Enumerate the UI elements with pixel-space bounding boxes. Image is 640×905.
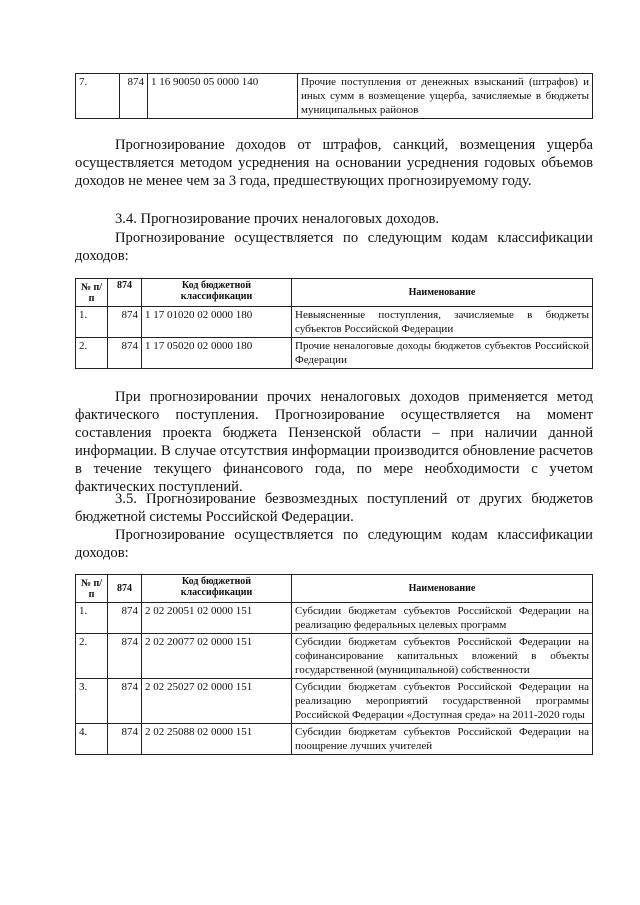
- header-code: Код бюджетной классификации: [142, 279, 292, 307]
- header-name: Наименование: [292, 575, 593, 603]
- budget-code: 2 02 25088 02 0000 151: [142, 724, 292, 755]
- header-admin: 874: [108, 575, 142, 603]
- row-name: Субсидии бюджетам субъектов Российской Федерации на реализацию мероприятий государственной программы Российской Федерации «Доступная среда» на 2011-2020 годы: [292, 679, 593, 724]
- header-code: Код бюджетной классификации: [142, 575, 292, 603]
- table-row: [76, 634, 593, 679]
- row-name: Субсидии бюджетам субъектов Российской Федерации на софинансирование капитальных вложений в объекты государственной (муниципальной) собственности: [292, 634, 593, 679]
- budget-code: 2 02 25027 02 0000 151: [142, 679, 292, 724]
- admin-code: 874: [108, 634, 142, 679]
- row-number: 7.: [76, 74, 120, 119]
- admin-code: 874: [120, 74, 148, 119]
- admin-code: 874: [108, 679, 142, 724]
- table-header-row: [76, 575, 593, 603]
- row-name: Субсидии бюджетам субъектов Российской Федерации на поощрение лучших учителей: [292, 724, 593, 755]
- table-row: [76, 338, 593, 369]
- row-name: Невыясненные поступления, зачисляемые в бюджеты субъектов Российской Федерации: [292, 307, 593, 338]
- admin-code: 874: [108, 603, 142, 634]
- row-name: Субсидии бюджетам субъектов Российской Федерации на реализацию федеральных целевых программ: [292, 603, 593, 634]
- row-name: Прочие неналоговые доходы бюджетов субъектов Российской Федерации: [292, 338, 593, 369]
- table-header-row: [76, 279, 593, 307]
- table-continuation: [75, 73, 593, 119]
- table-row: [76, 679, 593, 724]
- budget-code: 2 02 20077 02 0000 151: [142, 634, 292, 679]
- header-admin: 874: [108, 279, 142, 307]
- row-number: 4.: [76, 724, 108, 755]
- admin-code: 874: [108, 307, 142, 338]
- budget-code: 1 17 05020 02 0000 180: [142, 338, 292, 369]
- paragraph-codes-intro-2: Прогнозирование осуществляется по следующим кодам классификации доходов:: [75, 527, 593, 561]
- header-num: № п/п: [76, 575, 108, 603]
- budget-code: 1 16 90050 05 0000 140: [148, 74, 298, 119]
- section-heading-3-5: 3.5. Прогнозирование безвозмездных поступлений от других бюджетов бюджетной системы Российской Федерации.: [75, 491, 593, 525]
- row-number: 2.: [76, 634, 108, 679]
- row-number: 2.: [76, 338, 108, 369]
- header-name: Наименование: [292, 279, 593, 307]
- admin-code: 874: [108, 338, 142, 369]
- row-name: Прочие поступления от денежных взысканий (штрафов) и иных сумм в возмещение ущерба, зачисляемые в бюджеты муниципальных районов: [298, 74, 593, 119]
- section-heading-3-4: 3.4. Прогнозирование прочих неналоговых доходов.: [115, 211, 440, 227]
- row-number: 1.: [76, 307, 108, 338]
- table-non-tax-income: [75, 278, 593, 369]
- header-num: № п/п: [76, 279, 108, 307]
- paragraph-actual-receipts-method: При прогнозировании прочих неналоговых доходов применяется метод фактического поступления. Прогнозирование осуществляется на момент составления проекта бюджета Пензенской области – при наличии данной информации. В случае отсутствия информации производится обновление расчетов в течение текущего финансового года, по мере необходимости с учетом фактических поступлений.: [75, 389, 593, 495]
- budget-code: 1 17 01020 02 0000 180: [142, 307, 292, 338]
- table-grants: [75, 574, 593, 755]
- admin-code: 874: [108, 724, 142, 755]
- paragraph-fines-forecast: Прогнозирование доходов от штрафов, санкций, возмещения ущерба осуществляется методом усреднения на основании усреднения годовых объемов доходов не менее чем за 3 года, предшествующих прогнозируемому году.: [75, 137, 593, 189]
- row-number: 3.: [76, 679, 108, 724]
- table-row: [76, 74, 593, 119]
- budget-code: 2 02 20051 02 0000 151: [142, 603, 292, 634]
- table-row: [76, 307, 593, 338]
- row-number: 1.: [76, 603, 108, 634]
- paragraph-codes-intro: Прогнозирование осуществляется по следующим кодам классификации доходов:: [75, 230, 593, 264]
- table-row: [76, 603, 593, 634]
- table-row: [76, 724, 593, 755]
